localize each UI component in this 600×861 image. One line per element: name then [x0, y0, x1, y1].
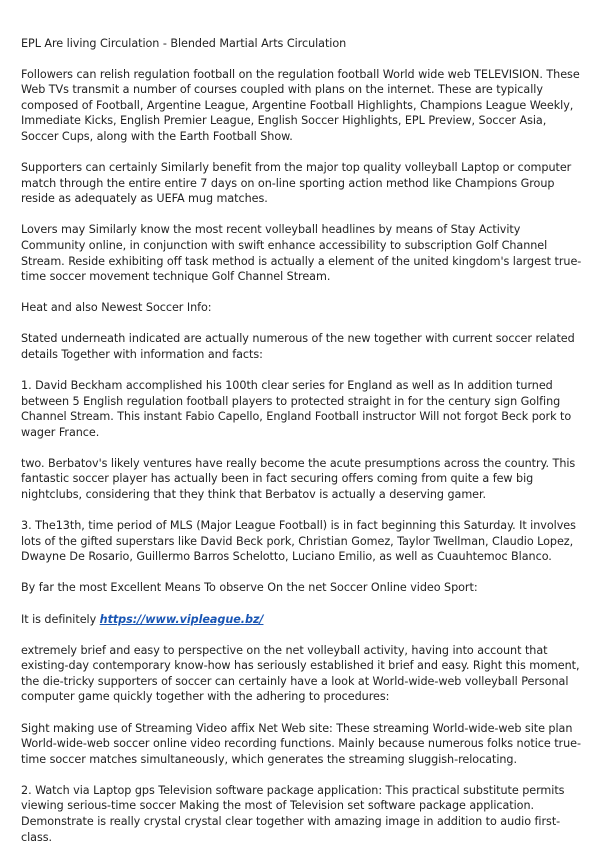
paragraph-section-heading: Heat and also Newest Soccer Info: [21, 301, 212, 315]
paragraph-item-1: 1. David Beckham accomplished his 100th clear series for England as well as In addition turned between 5 English regulation football players to protected straight in for the century sign Golfing Channel Stream. This instant Fabio Capello, England Football instructor Will not forgot Beck pork to wager France. [21, 379, 572, 439]
paragraph-intro: Followers can relish regulation football on the regulation football World wide web TELEVISION. These Web TVs transmit a number of courses coupled with plans on the internet. These are typically composed of Football, Argentine League, Argentine Football Highlights, Champions League Weekly, Immediate Kicks, English Premier League, English Soccer Highlights, EPL Preview, Soccer Asia, Soccer Cups, along with the Earth Football Show. [21, 67, 580, 143]
paragraph-link-line [21, 612, 583, 628]
paragraph-means-heading: By far the most Excellent Means To observe On the net Soccer Online video Sport: [21, 581, 478, 595]
paragraph-laptop: 2. Watch via Laptop gps Television software package application: This practical substitute permits viewing serious-time soccer Making the most of Television set software package application. Demonstrate is really crystal crystal clear together with amazing image in addition to audio first-class. [21, 783, 565, 844]
paragraph-item-2: two. Berbatov's likely ventures have really become the acute presumptions across the country. This fantastic soccer player has actually been in fact securing offers coming from quite a few big nightclubs, considering that they think that Berbatov is actually a deserving gamer. [21, 456, 576, 502]
article [21, 36, 583, 861]
paragraph-lovers: Lovers may Similarly know the most recent volleyball headlines by means of Stay Activity Community online, in conjunction with swift enhance accessibility to subscription Golf Channel Stream. Reside exhibiting off task method is actually a element of the united kingdom's largest true-time soccer movement technique Golf Channel Stream. [21, 223, 582, 284]
paragraph-item-3: 3. The13th, time period of MLS (Major League Football) is in fact beginning this Saturday. It involves lots of the gifted superstars like David Beck pork, Christian Gomez, Taylor Twellman, Claudio Lopez, Dwayne De Rosario, Guillermo Barros Schelotto, Luciano Emilio, as well as Cuauhtemoc Blanco. [21, 519, 576, 564]
vipleague-link[interactable]: https://www.vipleague.bz/ [99, 612, 264, 626]
paragraph-stated: Stated underneath indicated are actually numerous of the new together with current soccer related details Together with information and facts: [21, 332, 575, 361]
paragraph-supporters: Supporters can certainly Similarly benefit from the major top quality volleyball Laptop or computer match through the entire entire 7 days on on-line sporting action method like Champions Group reside as adequately as UEFA mug matches. [21, 161, 572, 206]
paragraph-streaming: Sight making use of Streaming Video affix Net Web site: These streaming World-wide-web site plan World-wide-web soccer online video recording functions. Mainly because numerous folks notice true-time soccer matches simultaneously, which generates the streaming sluggish-relocating. [21, 721, 581, 766]
paragraph-brief: extremely brief and easy to perspective on the net volleyball activity, having into account that existing-day contemporary know-how has seriously established it brief and easy. Right this moment, the die-tricky supporters of soccer can certainly have a look at World-wide-web volleyball Personal computer game quickly together with the adhering to procedures: [21, 643, 580, 704]
page-title: EPL Are living Circulation - Blended Martial Arts Circulation [21, 37, 347, 50]
link-prefix: It is definitely [21, 612, 100, 626]
